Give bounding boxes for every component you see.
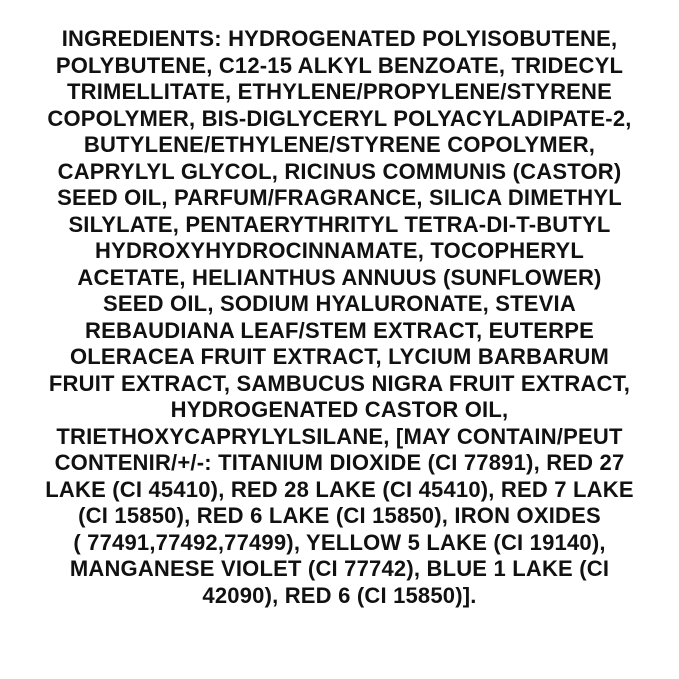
ingredients-line: HYDROGENATED CASTOR OIL, [170, 397, 509, 422]
ingredients-line: REBAUDIANA LEAF/STEM EXTRACT, EUTERPE [85, 317, 594, 343]
ingredients-line: SEED OIL, SODIUM HYALURONATE, STEVIA [103, 291, 576, 316]
ingredients-line: COPOLYMER, BIS-DIGLYCERYL POLYACYLADIPATE-2, [47, 105, 632, 131]
ingredients-line: TRIETHOXYCAPRYLYLSILANE, [MAY CONTAIN/PEUT [56, 423, 623, 449]
ingredients-line: MANGANESE VIOLET (CI 77742), BLUE 1 LAKE (CI [69, 556, 610, 581]
ingredients-line: FRUIT EXTRACT, SAMBUCUS NIGRA FRUIT EXTRACT, [48, 370, 631, 396]
ingredients-line: TRIMELLITATE, ETHYLENE/PROPYLENE/STYRENE [66, 79, 612, 104]
ingredients-line: LAKE (CI 45410), RED 28 LAKE (CI 45410), RED 7 LAKE [45, 476, 634, 502]
ingredients-text [0, 26, 679, 609]
ingredients-line: SEED OIL, PARFUM/FRAGRANCE, SILICA DIMETHYL [57, 185, 622, 210]
ingredients-line: SILYLATE, PENTAERYTHRITYL TETRA-DI-T-BUTYL [68, 211, 611, 237]
ingredients-line: POLYBUTENE, C12-15 ALKYL BENZOATE, TRIDECYL [55, 52, 624, 78]
ingredients-line: ACETATE, HELIANTHUS ANNUUS (SUNFLOWER) [77, 264, 602, 290]
ingredients-line: CAPRYLYL GLYCOL, RICINUS COMMUNIS (CASTOR) [57, 158, 622, 184]
ingredients-line: BUTYLENE/ETHYLENE/STYRENE COPOLYMER, [83, 132, 596, 157]
ingredients-line: 42090), RED 6 (CI 15850)]. [202, 582, 477, 608]
ingredients-line: HYDROXYHYDROCINNAMATE, TOCOPHERYL [95, 238, 584, 263]
ingredients-line: (CI 15850), RED 6 LAKE (CI 15850), IRON OXIDES [78, 503, 601, 528]
ingredients-line: ( 77491,77492,77499), YELLOW 5 LAKE (CI 19140), [73, 529, 606, 555]
ingredients-line: INGREDIENTS: HYDROGENATED POLYISOBUTENE, [61, 26, 618, 51]
ingredients-line: OLERACEA FRUIT EXTRACT, LYCIUM BARBARUM [69, 344, 610, 369]
ingredients-line: CONTENIR/+/-: TITANIUM DIOXIDE (CI 77891), RED 27 [54, 450, 625, 475]
